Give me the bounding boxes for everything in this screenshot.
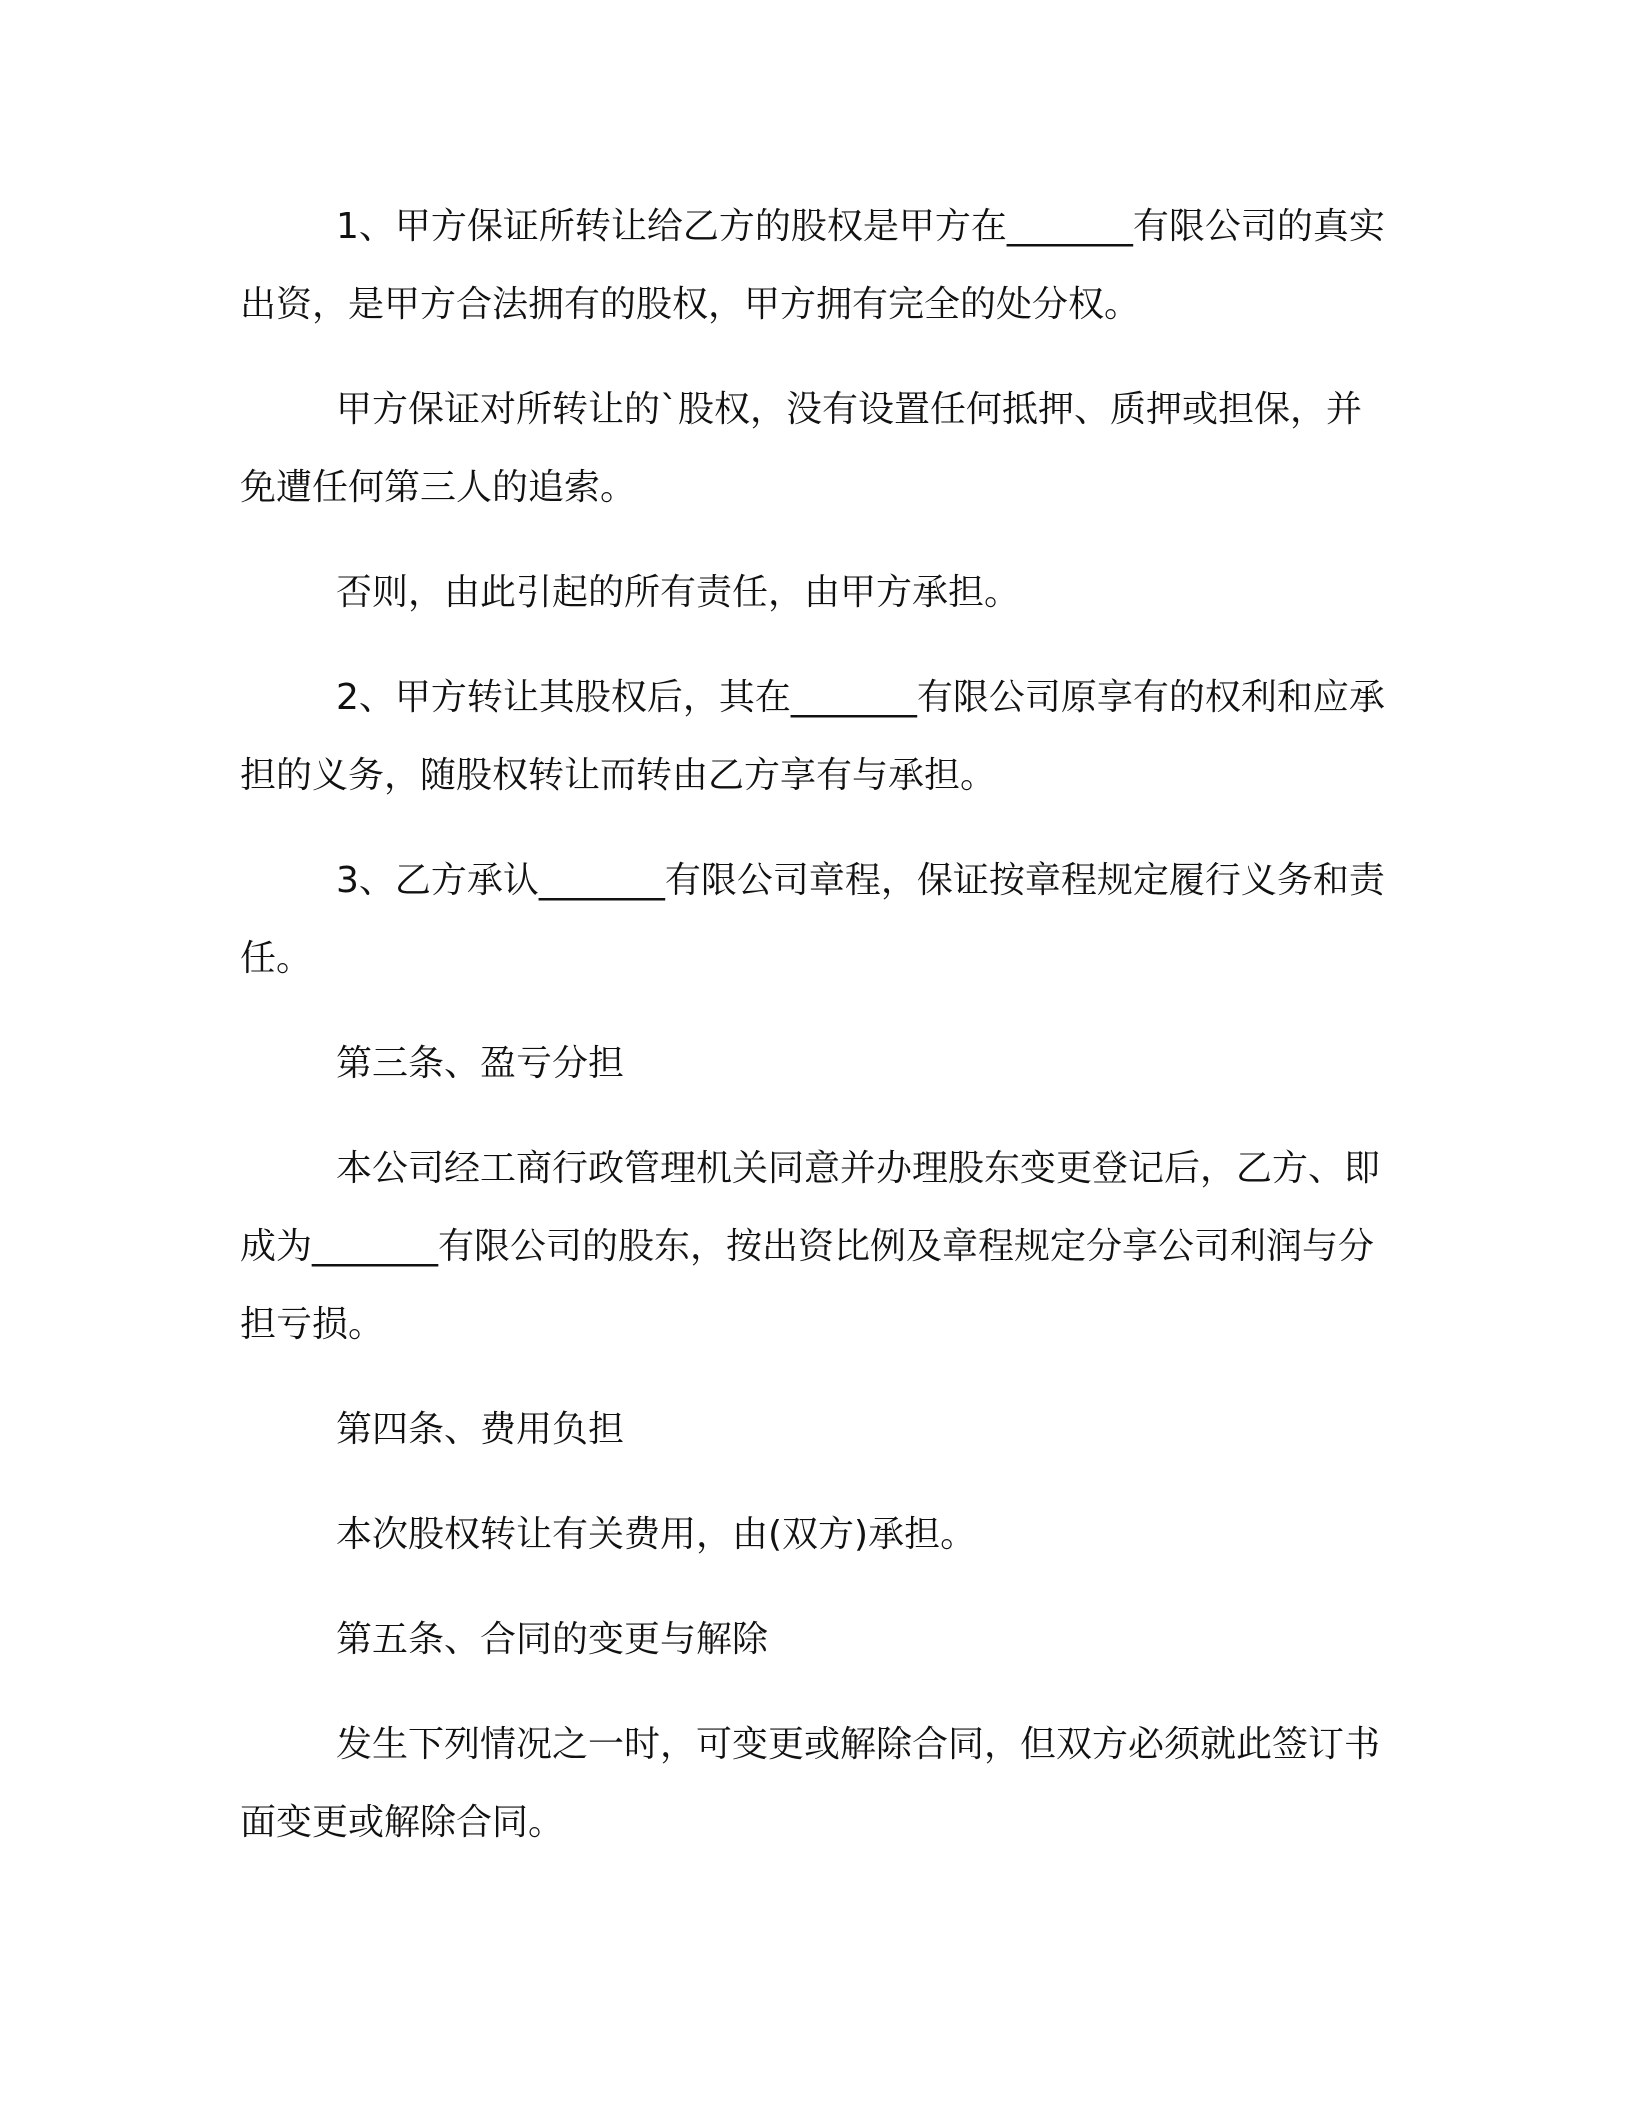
document-body <box>240 188 1395 1889</box>
section-heading-article-5: 第五条、合同的变更与解除 <box>336 1619 769 1660</box>
paragraph-clause-3: 3、乙方承认_______有限公司章程，保证按章程规定履行义务和责任。 <box>240 860 1385 979</box>
paragraph-fees: 本次股权转让有关费用，由(双方)承担。 <box>336 1514 977 1555</box>
paragraph-modification: 发生下列情况之一时，可变更或解除合同，但双方必须就此签订书面变更或解除合同。 <box>240 1724 1381 1843</box>
section-heading-article-4: 第四条、费用负担 <box>336 1409 625 1450</box>
paragraph-clause-2: 2、甲方转让其股权后，其在_______有限公司原享有的权利和应承担的义务，随股权转让而转由乙方享有与承担。 <box>240 677 1385 796</box>
paragraph-liability: 否则，由此引起的所有责任，由甲方承担。 <box>336 572 1021 613</box>
paragraph-guarantee: 甲方保证对所转让的`股权，没有设置任何抵押、质押或担保，并免遭任何第三人的追索。 <box>240 389 1363 508</box>
paragraph-profit-loss: 本公司经工商行政管理机关同意并办理股东变更登记后，乙方、即成为_______有限公司的股东，按出资比例及章程规定分享公司利润与分担亏损。 <box>240 1148 1381 1345</box>
section-heading-article-3: 第三条、盈亏分担 <box>336 1043 625 1084</box>
paragraph-clause-1: 1、甲方保证所转让给乙方的股权是甲方在_______有限公司的真实出资，是甲方合法拥有的股权，甲方拥有完全的处分权。 <box>240 206 1385 325</box>
